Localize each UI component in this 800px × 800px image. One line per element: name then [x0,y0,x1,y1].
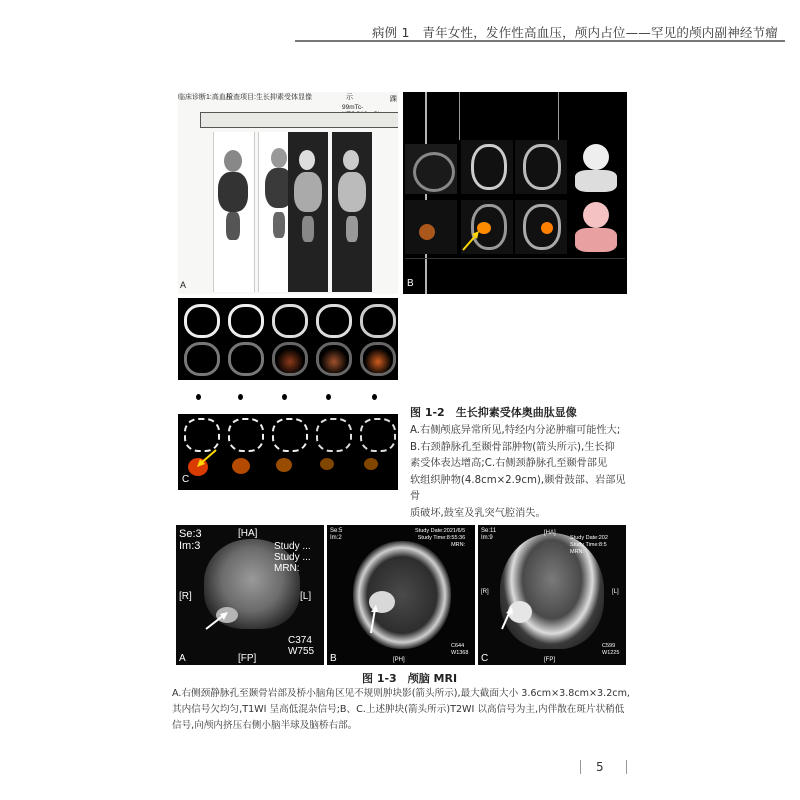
mri-a-orientation-top: [HA] [238,528,258,539]
mri-c-orientation-left: [R] [481,589,489,595]
spect-row2-3 [515,200,567,254]
arrow-icon [192,448,218,470]
page-number: 5 [596,760,604,774]
caption-line: 质破坏,鼓室及乳突气腔消失。 [410,507,546,519]
mri-a-label: A [179,653,186,664]
figure-1-3-panel-b [327,525,475,665]
mri-c-orientation-right: [L] [612,589,619,595]
panel-c-label: C [182,474,190,485]
mri-b-window: C644 W1368 [451,643,469,656]
panel-c-spect-strip [178,380,398,414]
arrow-icon [204,609,234,631]
caption-line: B.右颈静脉孔至颞骨部肿物(箭头所示),生长抑 [410,441,615,453]
figure-1-2-caption-title: 图 1-2 生长抑素受体奥曲肽显像 [410,406,577,419]
spect-row1-4 [569,140,625,194]
mri-a-orientation-left: [R] [179,591,192,602]
body-scan-3 [288,132,328,292]
mri-c-label: C [481,653,489,664]
spect-row1-1 [405,144,457,194]
mri-c-orientation-top: [HA] [544,530,556,536]
body-scan-1 [213,132,255,292]
panel-a-exam: 检查项目:生长抑素受体显像 [226,94,312,101]
footer-divider-right [626,760,627,774]
arrow-icon [461,228,491,252]
figure-1-2-panel-b [403,92,627,294]
mri-a-study: Study ... Study ... MRN: [274,541,311,574]
mri-b-study: Study Date:2021/6/5 Study Time:8:55:36 MRN: [415,528,466,548]
figure-1-3-panel-a [176,525,324,665]
body-scan-4 [332,132,372,292]
header-rule [295,40,785,42]
spect-row2-2 [461,200,513,254]
panel-a-note-1: 示 [346,94,353,101]
mri-b-orientation-bottom: [PH] [393,657,405,663]
arrow-icon [365,603,383,635]
mri-c-study: Study Date:202 Study Time:8:5 MRN: [570,535,608,555]
panel-a-label: A [180,280,187,290]
mri-a-orientation-right: [L] [300,591,312,602]
spect-row2-4 [569,200,625,254]
report-header-strip [200,112,398,128]
caption-line: 信号,向颅内挤压右侧小脑半球及脑桥右部。 [172,720,358,731]
spect-row1-3 [515,140,567,194]
panel-a-tracer: 99mTc- [342,104,364,111]
caption-line: A.右侧颈静脉孔至颞骨岩部及桥小脑角区见不规则肿块影(箭头所示),最大截面大小 3.6cm×3.8cm×3.2cm, [172,688,630,699]
figure-1-2-panel-a [178,92,398,294]
figure-1-2-panel-c [178,298,398,490]
caption-line: 软组织肿物(4.8cm×2.9cm),颞骨鼓部、岩部见骨 [410,474,626,502]
caption-line: 素受体表达增高;C.右侧颈静脉孔至颞骨部见 [410,458,608,469]
figure-1-3-caption-body [172,686,642,734]
caption-line: 其内信号欠均匀,T1WI 呈高低混杂信号;B、C.上述肿块(箭头所示)T2WI 以高信号为主,内伴散在斑片状稍低 [172,704,625,715]
running-header: 病例 1 青年女性，发作性高血压，颅内占位——罕见的颅内副神经节瘤 [371,25,778,40]
mri-a-orientation-bottom: [FP] [238,653,257,664]
mri-b-label: B [330,653,337,664]
mri-a-window: C374 W755 [288,635,315,657]
caption-line: A.右侧颅底异常所见,特经内分泌肿瘤可能性大; [410,425,621,436]
panel-b-label: B [407,278,414,289]
figure-1-2-caption-body [410,423,635,522]
figure-1-3-panel-c [478,525,626,665]
mri-a-series: Se:3 Im:3 [179,528,202,552]
spect-row1-2 [461,140,513,194]
spect-row2-1 [405,200,457,254]
footer-divider-left [580,760,581,774]
figure-1-3-caption-title: 图 1-3 颅脑 MRI [362,672,458,685]
panel-a-diagnosis: 临床诊断1:高血压 [178,94,233,101]
arrow-icon [498,605,518,631]
panel-a-note-2: 踝 [390,96,397,103]
mri-c-window: C599 W1225 [602,643,620,656]
mri-b-series: Se:5 Im:2 [330,528,343,541]
mri-c-orientation-bottom: [FP] [544,657,556,663]
mri-c-series: Se:11 Im:9 [481,528,497,541]
